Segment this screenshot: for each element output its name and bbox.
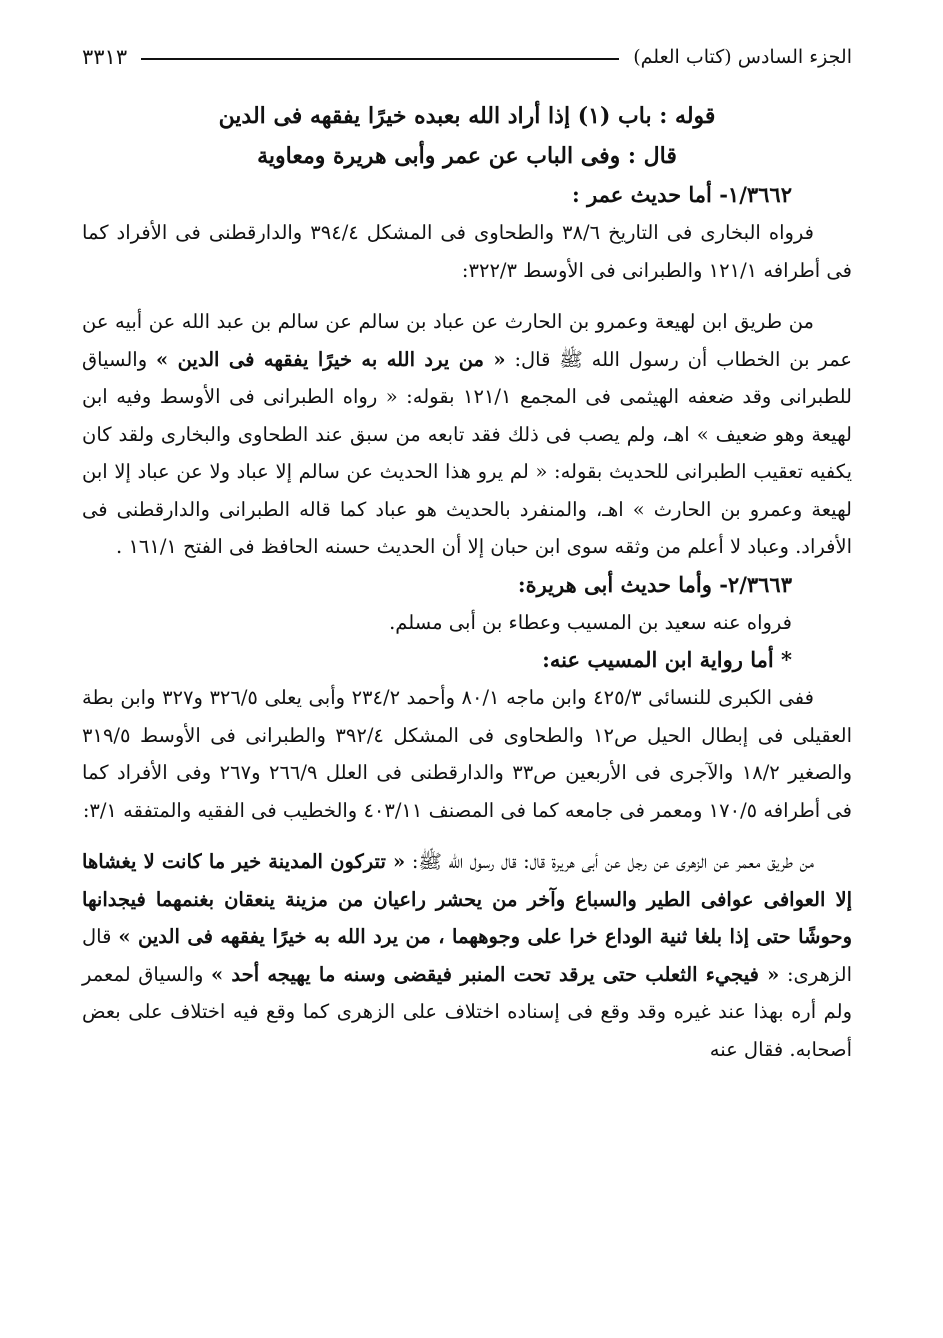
running-title: الجزء السادس (كتاب العلم) <box>633 46 852 68</box>
text-run: من طريق ابن لهيعة وعمرو بن الحارث عن عباد بن سالم عن سالم بن عبد الله عن أبيه عن عمر بن الخطاب أن رسول الله ﷺ قال: <box>82 310 852 371</box>
text-run: والسياق للطبرانى وقد ضعفه الهيثمى فى المجمع ١٢١/١ بقوله: « رواه الطبرانى فى الأوسط وفيه ابن لهيعة وهو ضعيف » اهـ، ولم يصب فى ذلك فقد تابعه من سبق عند الطحاوى والبخارى ولقد كان يكفيه تعقيب الطبرانى للحديث بقوله: « لم يرو هذا الحديث عن سالم إلا عباد ولا عن عباد إلا ابن لهيعة وعمرو بن الحارث » اهـ، والمنفرد بالحديث هو عباد كما قاله الطبرانى والدارقطنى فى الأفراد. وعباد لا أعلم من وثقه سوى ابن حبان إلا أن الحديث حسنه الحافظ فى الفتح ١٦١/١ . <box>82 347 852 558</box>
hadith-text: « من يرد الله به خيرًا يفقهه فى الدين » <box>155 347 506 371</box>
chapter-heading: قوله : باب (١) إذا أراد الله بعبده خيرًا يفقهه فى الدين <box>218 103 716 129</box>
text-run: والسياق لمعمر ولم أره بهذا عند غيره وقد وقع فى إسناده اختلاف على الزهرى كما وقع فيه اختلاف على بعض أصحابه. فقال عنه <box>82 962 852 1061</box>
paragraph-ibn-musayyab-chain <box>82 843 852 1068</box>
paragraph-abu-hurayra-intro: فرواه عنه سعيد بن المسيب وعطاء بن أبى مسلم. <box>389 610 792 634</box>
text-run: قال الزهرى: <box>82 925 852 986</box>
page-header <box>82 40 852 74</box>
header-rule <box>141 58 619 60</box>
section-title-abu-hurayra: ٢/٣٦٦٣- وأما حديث أبى هريرة: <box>517 571 792 597</box>
hadith-text: « تتركون المدينة خير ما كانت لا يغشاها إلا العوافى عوافى الطير والسباع وآخر من يحشر راعيان من مزينة ينعقان بغنمهما فيجدانها وحوشًا حتى إذا بلغا ثنية الوداع خرا على وجوههما ، من يرد الله به خيرًا يفقهه فى الدين » <box>82 850 852 948</box>
subsection-title-ibn-musayyab: * أما رواية ابن المسيب عنه: <box>542 647 792 672</box>
section-title-umar: ١/٣٦٦٢- أما حديث عمر : <box>572 182 792 207</box>
quote-text: « فيجيء الثعلب حتى يرقد تحت المنبر فيقضى وسنه ما يهيجه أحد » <box>211 962 780 986</box>
page-number: ٣٣١٣ <box>82 45 128 69</box>
text-run: من طريق معمر عن الزهرى عن رجل عن أبى هريرة قال: قال رسول الله ﷺ: <box>405 850 814 873</box>
paragraph-umar-sources: فرواه البخارى فى التاريخ ٣٨/٦ والطحاوى فى المشكل ٣٩٤/٤ والدارقطنى فى الأفراد كما فى أطرافه ١٢١/١ والطبرانى فى الأوسط ٣٢٢/٣: <box>82 221 852 282</box>
chapter-subheading: قال : وفى الباب عن عمر وأبى هريرة ومعاوية <box>257 143 677 169</box>
book-page <box>82 40 852 1310</box>
paragraph-ibn-musayyab-sources: ففى الكبرى للنسائى ٤٢٥/٣ وابن ماجه ٨٠/١ وأحمد ٢٣٤/٢ وأبى يعلى ٣٢٦/٥ و٣٢٧ وابن بطة العقيلى فى إبطال الحيل ص١٢ والطحاوى فى المشكل ٣٩٢/٤ والطبرانى فى الأوسط ٣١٩/٥ والصغير ١٨/٢ والآجرى فى الأربعين ص٣٣ والدارقطنى فى العلل ٢٦٦/٩ و٢٦٧ وفى الأفراد كما فى أطرافه ١٧٠/٥ ومعمر فى جامعه كما فى المصنف ٤٠٣/١١ والخطيب فى الفقيه والمتفقه ٣/١: <box>82 686 853 822</box>
paragraph-umar-chain <box>82 303 852 566</box>
